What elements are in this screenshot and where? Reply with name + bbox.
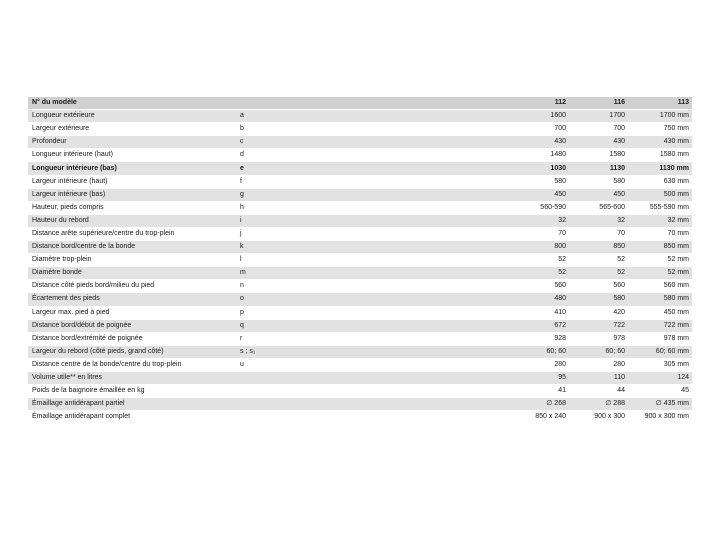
row-key: q	[236, 319, 512, 332]
row-value-113: 900 x 300 mm	[627, 411, 692, 424]
row-key: n	[236, 280, 512, 293]
row-key: c	[236, 136, 512, 149]
row-value-112: 700	[512, 123, 568, 136]
table-row	[28, 110, 692, 123]
row-value-116: 44	[568, 385, 627, 398]
row-value-112: 1030	[512, 162, 568, 175]
row-value-116: 565-600	[568, 201, 627, 214]
row-key: p	[236, 306, 512, 319]
row-key: a	[236, 110, 512, 123]
table-row	[28, 306, 692, 319]
row-key: u	[236, 358, 512, 371]
row-label: Largeur du rebord (côté pieds, grand côté)	[28, 345, 236, 358]
row-value-116: 850	[568, 241, 627, 254]
row-value-113: 305 mm	[627, 358, 692, 371]
row-key	[236, 411, 512, 424]
row-key	[236, 385, 512, 398]
row-value-112: ∅ 268	[512, 398, 568, 411]
table-row	[28, 136, 692, 149]
row-value-116: 978	[568, 332, 627, 345]
row-value-112: 672	[512, 319, 568, 332]
row-value-116: 722	[568, 319, 627, 332]
row-label: Longueur intérieure (haut)	[28, 149, 236, 162]
row-value-113: 580 mm	[627, 293, 692, 306]
row-key: e	[236, 162, 512, 175]
row-key: s ; s₁	[236, 345, 512, 358]
row-value-112: 560	[512, 280, 568, 293]
header-model-112: 112	[512, 97, 568, 110]
table-row	[28, 227, 692, 240]
row-label: Largeur intérieure (bas)	[28, 188, 236, 201]
row-label: Distance arête supérieure/centre du trop-plein	[28, 227, 236, 240]
table-row	[28, 398, 692, 411]
row-label: Largeur extérieure	[28, 123, 236, 136]
table-row	[28, 254, 692, 267]
row-label: Largeur max. pied à pied	[28, 306, 236, 319]
header-model-116: 116	[568, 97, 627, 110]
row-value-116: 32	[568, 214, 627, 227]
row-value-112: 430	[512, 136, 568, 149]
row-value-113: 1700 mm	[627, 110, 692, 123]
row-label: Distance côté pieds bord/milieu du pied	[28, 280, 236, 293]
row-value-113: 555-590 mm	[627, 201, 692, 214]
row-value-113: 850 mm	[627, 241, 692, 254]
spec-table-body	[28, 97, 692, 424]
row-value-113: 1130 mm	[627, 162, 692, 175]
row-value-116: 1700	[568, 110, 627, 123]
row-key: o	[236, 293, 512, 306]
row-value-112: 32	[512, 214, 568, 227]
row-value-112: 800	[512, 241, 568, 254]
row-value-113: 124	[627, 371, 692, 384]
row-value-113: 1580 mm	[627, 149, 692, 162]
row-value-112: 70	[512, 227, 568, 240]
row-value-113: 630 mm	[627, 175, 692, 188]
row-key	[236, 371, 512, 384]
row-value-112: 60; 60	[512, 345, 568, 358]
row-value-112: 1600	[512, 110, 568, 123]
row-value-113: 430 mm	[627, 136, 692, 149]
row-label: Émaillage antidérapant partiel	[28, 398, 236, 411]
table-row	[28, 149, 692, 162]
row-value-112: 95	[512, 371, 568, 384]
row-label: Diamètre trop-plein	[28, 254, 236, 267]
row-value-116: 900 x 300	[568, 411, 627, 424]
table-row	[28, 371, 692, 384]
row-value-113: 60; 60 mm	[627, 345, 692, 358]
row-value-112: 1480	[512, 149, 568, 162]
row-value-116: ∅ 288	[568, 398, 627, 411]
row-value-116: 420	[568, 306, 627, 319]
row-value-112: 410	[512, 306, 568, 319]
row-label: Émaillage antidérapant complet	[28, 411, 236, 424]
row-key: d	[236, 149, 512, 162]
row-value-116: 700	[568, 123, 627, 136]
row-key: i	[236, 214, 512, 227]
table-row	[28, 358, 692, 371]
row-value-113: ∅ 435 mm	[627, 398, 692, 411]
row-key: l	[236, 254, 512, 267]
table-row	[28, 411, 692, 424]
table-row	[28, 332, 692, 345]
row-label: Longueur intérieure (bas)	[28, 162, 236, 175]
table-row	[28, 175, 692, 188]
row-key: f	[236, 175, 512, 188]
row-value-116: 110	[568, 371, 627, 384]
row-label: Volume utile** en litres	[28, 371, 236, 384]
row-value-116: 450	[568, 188, 627, 201]
row-value-116: 1580	[568, 149, 627, 162]
row-label: Distance bord/centre de la bonde	[28, 241, 236, 254]
row-key: j	[236, 227, 512, 240]
row-value-116: 580	[568, 175, 627, 188]
row-value-112: 560-590	[512, 201, 568, 214]
row-value-112: 52	[512, 254, 568, 267]
row-value-113: 722 mm	[627, 319, 692, 332]
row-label: Diamètre bonde	[28, 267, 236, 280]
row-value-112: 41	[512, 385, 568, 398]
row-value-113: 32 mm	[627, 214, 692, 227]
table-row	[28, 214, 692, 227]
row-key: h	[236, 201, 512, 214]
row-value-116: 1130	[568, 162, 627, 175]
table-row	[28, 188, 692, 201]
row-key: r	[236, 332, 512, 345]
table-row	[28, 241, 692, 254]
row-label: Distance bord/extrémité de poignée	[28, 332, 236, 345]
row-value-113: 750 mm	[627, 123, 692, 136]
row-label: Hauteur, pieds compris	[28, 201, 236, 214]
row-value-116: 52	[568, 267, 627, 280]
row-key: g	[236, 188, 512, 201]
table-row	[28, 385, 692, 398]
row-value-116: 580	[568, 293, 627, 306]
row-value-113: 45	[627, 385, 692, 398]
row-label: Écartement des pieds	[28, 293, 236, 306]
table-header-row	[28, 97, 692, 110]
row-value-113: 70 mm	[627, 227, 692, 240]
row-label: Distance centre de la bonde/centre du trop-plein	[28, 358, 236, 371]
row-value-116: 280	[568, 358, 627, 371]
row-key: m	[236, 267, 512, 280]
row-label: Largeur intérieure (haut)	[28, 175, 236, 188]
row-value-116: 430	[568, 136, 627, 149]
row-value-112: 580	[512, 175, 568, 188]
table-row	[28, 267, 692, 280]
row-value-113: 52 mm	[627, 267, 692, 280]
row-label: Hauteur du rebord	[28, 214, 236, 227]
header-model-113: 113	[627, 97, 692, 110]
spec-table	[28, 97, 692, 424]
table-row	[28, 162, 692, 175]
row-label: Poids de la baignoire émaillée en kg	[28, 385, 236, 398]
row-value-116: 52	[568, 254, 627, 267]
table-row	[28, 319, 692, 332]
row-value-112: 280	[512, 358, 568, 371]
row-value-112: 52	[512, 267, 568, 280]
row-label: Profondeur	[28, 136, 236, 149]
row-value-112: 928	[512, 332, 568, 345]
table-row	[28, 280, 692, 293]
header-key	[236, 97, 512, 110]
row-value-113: 500 mm	[627, 188, 692, 201]
row-key: k	[236, 241, 512, 254]
row-label: Longueur extérieure	[28, 110, 236, 123]
row-value-113: 52 mm	[627, 254, 692, 267]
header-model-label: N° du modèle	[28, 97, 236, 110]
row-value-112: 450	[512, 188, 568, 201]
row-value-116: 70	[568, 227, 627, 240]
row-key: b	[236, 123, 512, 136]
table-row	[28, 293, 692, 306]
row-key	[236, 398, 512, 411]
row-value-113: 450 mm	[627, 306, 692, 319]
row-value-116: 60; 60	[568, 345, 627, 358]
table-row	[28, 345, 692, 358]
row-value-113: 560 mm	[627, 280, 692, 293]
row-value-112: 850 x 240	[512, 411, 568, 424]
row-value-113: 978 mm	[627, 332, 692, 345]
row-value-112: 480	[512, 293, 568, 306]
table-row	[28, 201, 692, 214]
table-row	[28, 123, 692, 136]
row-label: Distance bord/début de poignée	[28, 319, 236, 332]
row-value-116: 560	[568, 280, 627, 293]
